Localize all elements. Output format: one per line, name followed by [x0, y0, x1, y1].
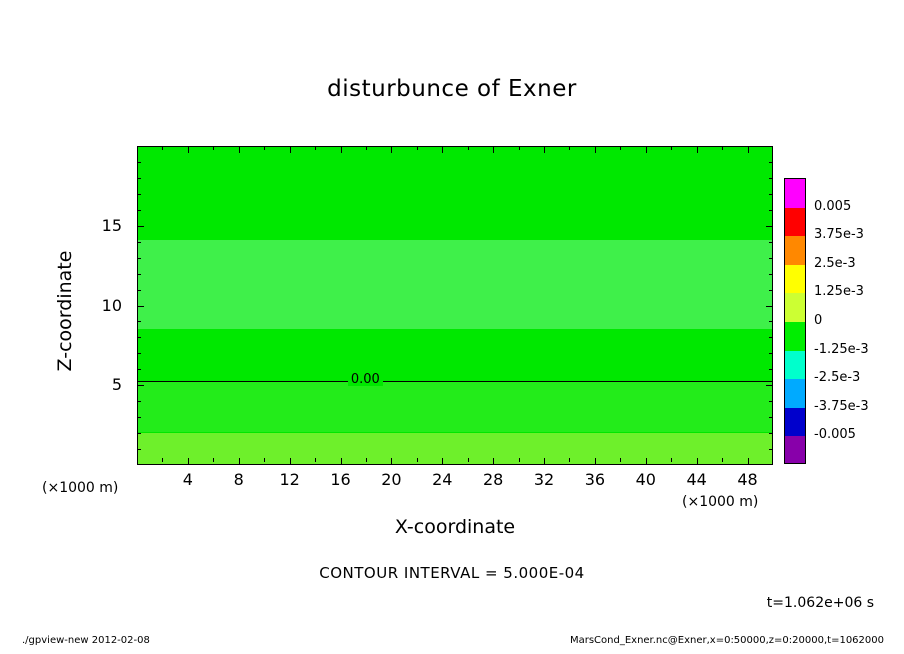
- colorbar-cell: [785, 293, 805, 322]
- colorbar-tick-label: 1.25e-3: [814, 284, 864, 300]
- x-minor-tick: [671, 458, 672, 462]
- y-minor-tick: [137, 274, 141, 275]
- colorbar: [784, 178, 806, 464]
- x-tick: [341, 458, 342, 465]
- colorbar-tick-label: -3.75e-3: [814, 398, 869, 414]
- x-minor-tick: [722, 146, 723, 150]
- x-tick: [442, 458, 443, 465]
- y-tick-label: 5: [111, 375, 122, 395]
- x-tick: [697, 458, 698, 465]
- y-tick: [137, 226, 144, 227]
- y-minor-tick: [137, 369, 141, 370]
- contour-interval-label: CONTOUR INTERVAL = 5.000E-04: [319, 564, 585, 582]
- colorbar-cell: [785, 408, 805, 437]
- colorbar-cell: [785, 208, 805, 237]
- x-tick: [595, 458, 596, 465]
- y-minor-tick: [137, 210, 141, 211]
- x-minor-tick: [569, 458, 570, 462]
- x-tick-label: 24: [432, 470, 453, 489]
- x-tick-label: 16: [330, 470, 351, 489]
- x-minor-tick: [213, 458, 214, 462]
- y-minor-tick: [769, 353, 773, 354]
- x-minor-tick: [213, 146, 214, 150]
- x-minor-tick: [519, 146, 520, 150]
- x-tick: [595, 146, 596, 153]
- chart-title: disturbunce of Exner: [327, 76, 577, 102]
- y-minor-tick: [137, 353, 141, 354]
- y-minor-tick: [769, 162, 773, 163]
- x-tick: [442, 146, 443, 153]
- contour-line-zero: [138, 381, 772, 382]
- x-tick: [391, 458, 392, 465]
- y-minor-tick: [137, 449, 141, 450]
- y-minor-tick: [769, 449, 773, 450]
- x-tick: [341, 146, 342, 153]
- x-tick-label: 48: [737, 470, 758, 489]
- x-units-left: (×1000 m): [42, 480, 119, 496]
- x-minor-tick: [162, 146, 163, 150]
- x-minor-tick: [519, 458, 520, 462]
- y-minor-tick: [769, 274, 773, 275]
- time-stamp: t=1.062e+06 s: [766, 595, 874, 611]
- x-minor-tick: [620, 458, 621, 462]
- contour-band: [138, 381, 772, 432]
- x-tick: [748, 146, 749, 153]
- x-axis-title: X-coordinate: [394, 516, 516, 538]
- colorbar-cell: [785, 379, 805, 408]
- colorbar-tick-label: 2.5e-3: [814, 255, 856, 271]
- y-minor-tick: [137, 194, 141, 195]
- x-tick: [544, 146, 545, 153]
- y-tick: [766, 226, 773, 227]
- x-tick: [391, 146, 392, 153]
- contour-band: [138, 329, 772, 382]
- x-minor-tick: [264, 146, 265, 150]
- x-tick: [239, 458, 240, 465]
- y-minor-tick: [137, 337, 141, 338]
- y-minor-tick: [769, 369, 773, 370]
- y-minor-tick: [769, 417, 773, 418]
- footer-left: ./gpview-new 2012-02-08: [22, 635, 150, 646]
- y-axis-title: Z-coordinate: [54, 250, 76, 372]
- contour-band: [138, 240, 772, 329]
- y-minor-tick: [137, 417, 141, 418]
- y-tick: [137, 385, 144, 386]
- y-minor-tick: [137, 401, 141, 402]
- colorbar-tick-label: 3.75e-3: [814, 227, 864, 243]
- x-minor-tick: [722, 458, 723, 462]
- x-tick: [290, 146, 291, 153]
- x-tick: [697, 146, 698, 153]
- x-minor-tick: [162, 458, 163, 462]
- colorbar-cell: [785, 322, 805, 351]
- y-minor-tick: [769, 178, 773, 179]
- y-minor-tick: [137, 290, 141, 291]
- y-tick-label: 15: [101, 215, 122, 235]
- x-minor-tick: [468, 146, 469, 150]
- contour-band: [138, 433, 772, 466]
- x-minor-tick: [315, 146, 316, 150]
- x-tick-label: 12: [279, 470, 300, 489]
- y-tick: [137, 306, 144, 307]
- x-tick-label: 28: [482, 470, 504, 489]
- y-minor-tick: [769, 337, 773, 338]
- y-minor-tick: [137, 321, 141, 322]
- y-minor-tick: [769, 194, 773, 195]
- x-tick: [290, 458, 291, 465]
- y-minor-tick: [137, 242, 141, 243]
- y-minor-tick: [137, 178, 141, 179]
- colorbar-tick-label: 0: [814, 313, 823, 328]
- colorbar-cell: [785, 265, 805, 294]
- x-minor-tick: [366, 458, 367, 462]
- x-tick: [239, 146, 240, 153]
- x-units-right: (×1000 m): [682, 494, 759, 510]
- x-tick: [493, 146, 494, 153]
- colorbar-cell: [785, 179, 805, 208]
- x-minor-tick: [569, 146, 570, 150]
- colorbar-cell: [785, 236, 805, 265]
- x-tick: [748, 458, 749, 465]
- x-tick-label: 8: [233, 470, 244, 489]
- y-minor-tick: [769, 290, 773, 291]
- colorbar-tick-label: 0.005: [814, 198, 852, 214]
- x-minor-tick: [468, 458, 469, 462]
- x-tick-label: 20: [381, 470, 402, 489]
- colorbar-cell: [785, 436, 805, 464]
- x-minor-tick: [417, 458, 418, 462]
- y-minor-tick: [137, 433, 141, 434]
- y-minor-tick: [769, 321, 773, 322]
- x-tick: [544, 458, 545, 465]
- colorbar-cell: [785, 351, 805, 380]
- x-minor-tick: [315, 458, 316, 462]
- x-minor-tick: [620, 146, 621, 150]
- y-minor-tick: [137, 258, 141, 259]
- x-tick-label: 36: [584, 470, 606, 489]
- y-minor-tick: [769, 210, 773, 211]
- y-minor-tick: [769, 242, 773, 243]
- x-tick: [493, 458, 494, 465]
- contour-band: [138, 147, 772, 240]
- y-minor-tick: [769, 433, 773, 434]
- y-tick-label: 10: [101, 295, 122, 315]
- y-minor-tick: [769, 401, 773, 402]
- x-tick: [188, 458, 189, 465]
- y-tick: [766, 385, 773, 386]
- colorbar-tick-label: -2.5e-3: [814, 370, 861, 386]
- x-tick: [188, 146, 189, 153]
- x-minor-tick: [366, 146, 367, 150]
- colorbar-tick-label: -1.25e-3: [814, 341, 869, 357]
- y-tick: [766, 306, 773, 307]
- contour-line-label: 0.00: [348, 373, 383, 386]
- x-tick-label: 32: [533, 470, 555, 489]
- x-tick-label: 4: [182, 470, 193, 489]
- plot-area: [137, 146, 773, 465]
- footer-right: MarsCond_Exner.nc@Exner,x=0:50000,z=0:20000,t=1062000: [569, 635, 884, 646]
- y-minor-tick: [769, 258, 773, 259]
- x-tick: [646, 146, 647, 153]
- x-minor-tick: [671, 146, 672, 150]
- x-minor-tick: [264, 458, 265, 462]
- x-tick: [646, 458, 647, 465]
- x-minor-tick: [417, 146, 418, 150]
- colorbar-tick-label: -0.005: [814, 427, 856, 443]
- y-minor-tick: [137, 162, 141, 163]
- x-tick-label: 44: [686, 470, 707, 489]
- x-tick-label: 40: [635, 470, 656, 489]
